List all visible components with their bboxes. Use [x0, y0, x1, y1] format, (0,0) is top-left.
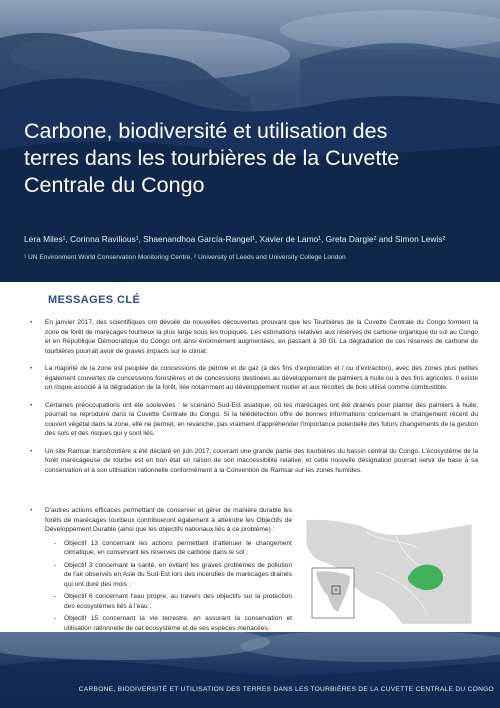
key-message-text: Certaines préoccupations ont été soulevées : le scénario Sud-Est asiatique, où les marécages ont été drainés pour planter des palmiers à huile, pourrait se reproduire dans la Cuvette Centrale du Congo. Si la télédétection offre de bonnes informations concernant le changement récent du couvert végétal dans la zone, elle ne permet, en revanche, pas vraiment d'appréhender l'importance potentielle des futurs changements de la gestion des sols et des risques qui y sont liés. — [45, 401, 478, 437]
key-messages-list — [30, 318, 478, 483]
key-message-item — [30, 506, 292, 636]
key-message-text: Un site Ramsar transfrontière a été déclaré en juin 2017, couvrant une grande partie des tourbières du bassin central du Congo. L'écosystème de la forêt marécageuse de tourbe est en bon état en raison de son inaccessibilité relative, et cette nouvelle désignation pourrait servir de base à sa conservation et à son utilisation rationnelle conformément à la Convention de Ramsar sur les zones humides. — [45, 447, 478, 474]
dash-icon: - — [54, 539, 57, 547]
section-heading: MESSAGES CLÉ — [48, 294, 141, 306]
key-message-text: En janvier 2017, des scientifiques ont dévoilé de nouvelles découvertes prouvant que les Tourbières de la Cuvette Centrale du Congo forment la zone de forêt de marécages tourbeux la plus large sous les tropiques. Les estimations relatives aux réserves de carbone organique du sol au Congo et en République Démocratique du Congo ont ainsi énormément augmentées, en passant à 30 Gt. La dégradation de ces réserves de carbone de tourbières pourrait avoir de graves impacts sur le climat. — [45, 319, 478, 355]
key-message-text: La majorité de la zone est peuplée de concessions de pétrole et de gaz (à des fins d'exploration et / ou d'extraction), avec des zones plus petites également couvertes de concessions forestières et de concessions destinées au développement de palmiers à huile ou à des fins agricoles. Il existe un risque associé à la dégradation de la forêt, liée notamment au développement routier et aux récoltes de bois utilisé comme combustible. — [45, 365, 478, 391]
bullet-icon: • — [30, 365, 33, 372]
key-message-item — [30, 447, 478, 476]
dash-icon: - — [54, 561, 57, 569]
objective-item — [54, 592, 292, 611]
affiliations: ¹ UN Environment World Conservation Monitoring Centre, ² University of Leeds and University College London — [24, 254, 346, 261]
dash-icon: - — [54, 615, 57, 622]
key-message-item — [30, 401, 478, 439]
authors: Lera Miles¹, Corinna Ravilious¹, Shaenandhoa García-Rangel¹, Xavier de Lamo¹, Greta Dargie² and Simon Lewis² — [24, 234, 446, 244]
dash-icon: - — [54, 593, 57, 600]
bullet-icon: • — [30, 447, 33, 455]
title-line: Centrale du Congo — [24, 173, 205, 197]
bullet-icon: • — [30, 401, 33, 409]
objective-item — [54, 561, 292, 590]
cover-photo — [0, 0, 500, 282]
forest-footer-image — [0, 632, 500, 708]
key-message-text: D'autres actions efficaces permettant de conserver et gérer de manière durable les forêts de marécages tourbeux contribueront également à atteindre les Objectifs de Développement Durable (ainsi que les objectifs nationaux liés à ce problème) : — [45, 507, 292, 533]
key-message-item — [30, 364, 478, 393]
document-title — [24, 118, 484, 199]
objective-text: Objectif 3 concernant la santé, en évitant les graves problèmes de pollution de l'air observés en Asie du Sud-Est lors des incendies de marécages drainés qui ont duré des mois ; — [64, 561, 292, 588]
footer-band — [0, 632, 500, 708]
title-line: terres dans les tourbières de la Cuvette — [24, 146, 400, 170]
key-message-item — [30, 318, 478, 356]
objective-text: Objectif 15 concernant la vie terrestre, en assurant la conservation et utilisation rationnelle de cet écosystème et de ses espèces menacées. — [64, 615, 292, 632]
objective-item — [54, 614, 292, 633]
objective-item — [54, 539, 292, 558]
peatland-location-map — [306, 512, 472, 624]
bullet-icon: • — [30, 507, 33, 514]
objective-text: Objectif 13 concernant les actions permettant d'atténuer le changement climatique, en conservant les réserves de carbone dans le sol ; — [64, 539, 292, 556]
title-line: Carbone, biodiversité et utilisation des — [24, 119, 388, 143]
objective-text: Objectif 6 concernant l'eau propre, au travers des objectifs sur la protection des écosystèmes liés à l'eau ; — [64, 593, 292, 610]
bullet-icon: • — [30, 319, 33, 326]
footer-text: CARBONE, BIODIVERSITÉ ET UTILISATION DES TERRES DANS LES TOURBIÈRES DE LA CUVETTE CENTRALE DU CONGO — [78, 686, 494, 693]
objectives-list — [54, 539, 292, 634]
